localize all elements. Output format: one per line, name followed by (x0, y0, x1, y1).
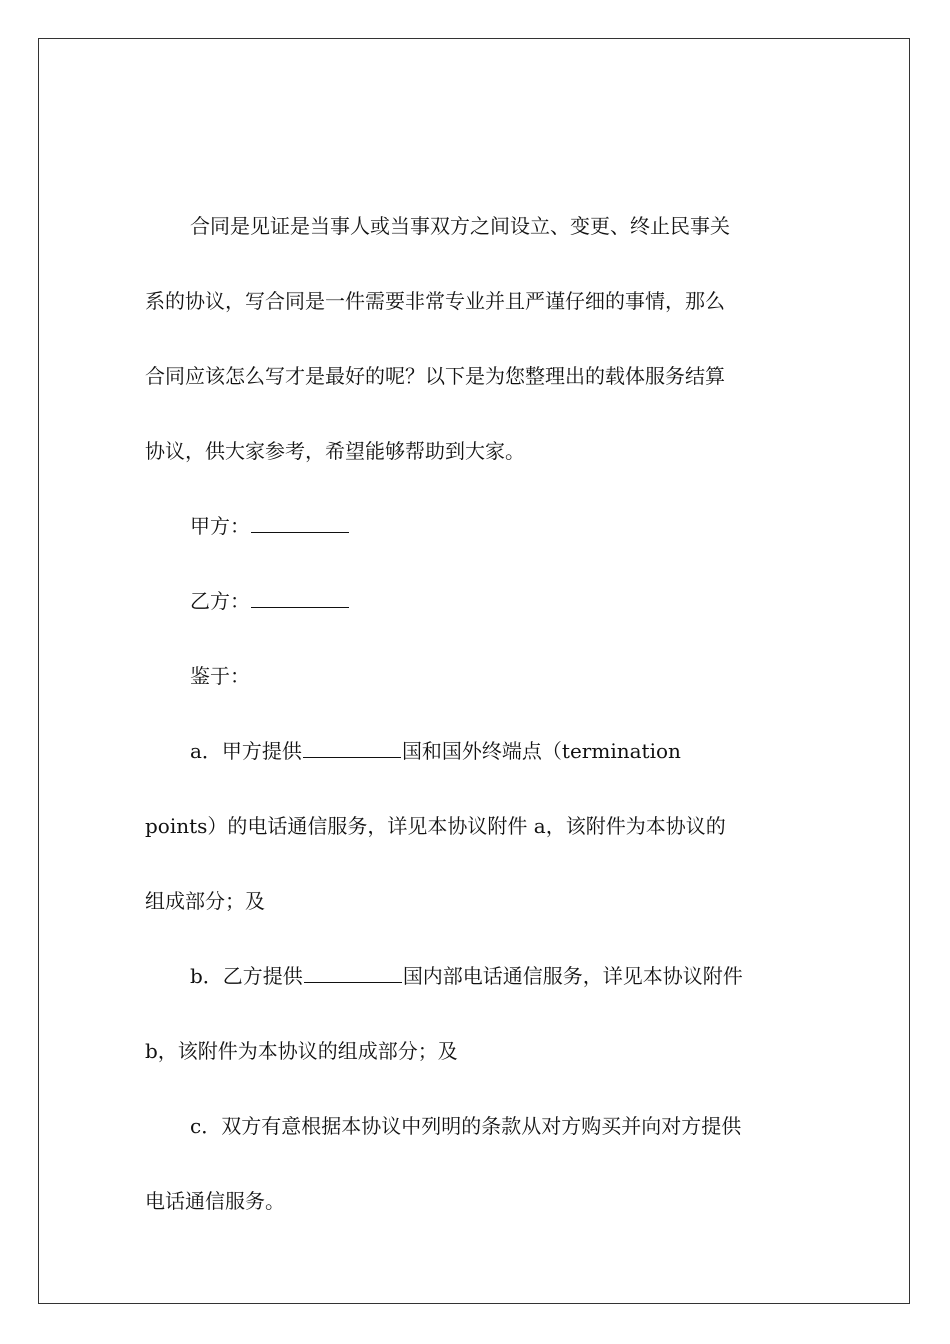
clause-a-prefix: a．甲方提供 (190, 739, 302, 763)
clause-b-line-2: b，该附件为本协议的组成部分；及 (145, 1039, 458, 1063)
intro-line-3: 合同应该怎么写才是最好的呢？以下是为您整理出的载体服务结算 (145, 364, 725, 388)
clause-b-prefix: b．乙方提供 (190, 964, 303, 988)
intro-line-1: 合同是见证是当事人或当事双方之间设立、变更、终止民事关 (190, 214, 730, 238)
party-b-label: 乙方： (190, 589, 250, 613)
intro-line-2: 系的协议，写合同是一件需要非常专业并且严谨仔细的事情，那么 (145, 289, 725, 313)
clause-a-line-3: 组成部分；及 (145, 889, 265, 913)
clause-b-blank (304, 964, 402, 983)
party-b-line (190, 589, 350, 613)
clause-b-suffix: 国内部电话通信服务，详见本协议附件 (402, 964, 743, 988)
clause-c-line-1: c．双方有意根据本协议中列明的条款从对方购买并向对方提供 (190, 1114, 742, 1138)
party-a-line (190, 514, 350, 538)
clause-a-suffix: 国和国外终端点（termination (401, 739, 681, 763)
clause-a-line-1 (190, 739, 681, 763)
intro-line-4: 协议，供大家参考，希望能够帮助到大家。 (145, 439, 525, 463)
clause-b-line-1 (190, 964, 743, 988)
party-a-blank (251, 514, 349, 533)
party-a-label: 甲方： (190, 514, 250, 538)
clause-c-line-2: 电话通信服务。 (145, 1189, 285, 1213)
clause-a-blank (303, 739, 401, 758)
party-b-blank (251, 589, 349, 608)
clause-a-line-2: points）的电话通信服务，详见本协议附件 a，该附件为本协议的 (145, 814, 726, 838)
whereas-label: 鉴于： (190, 664, 250, 688)
